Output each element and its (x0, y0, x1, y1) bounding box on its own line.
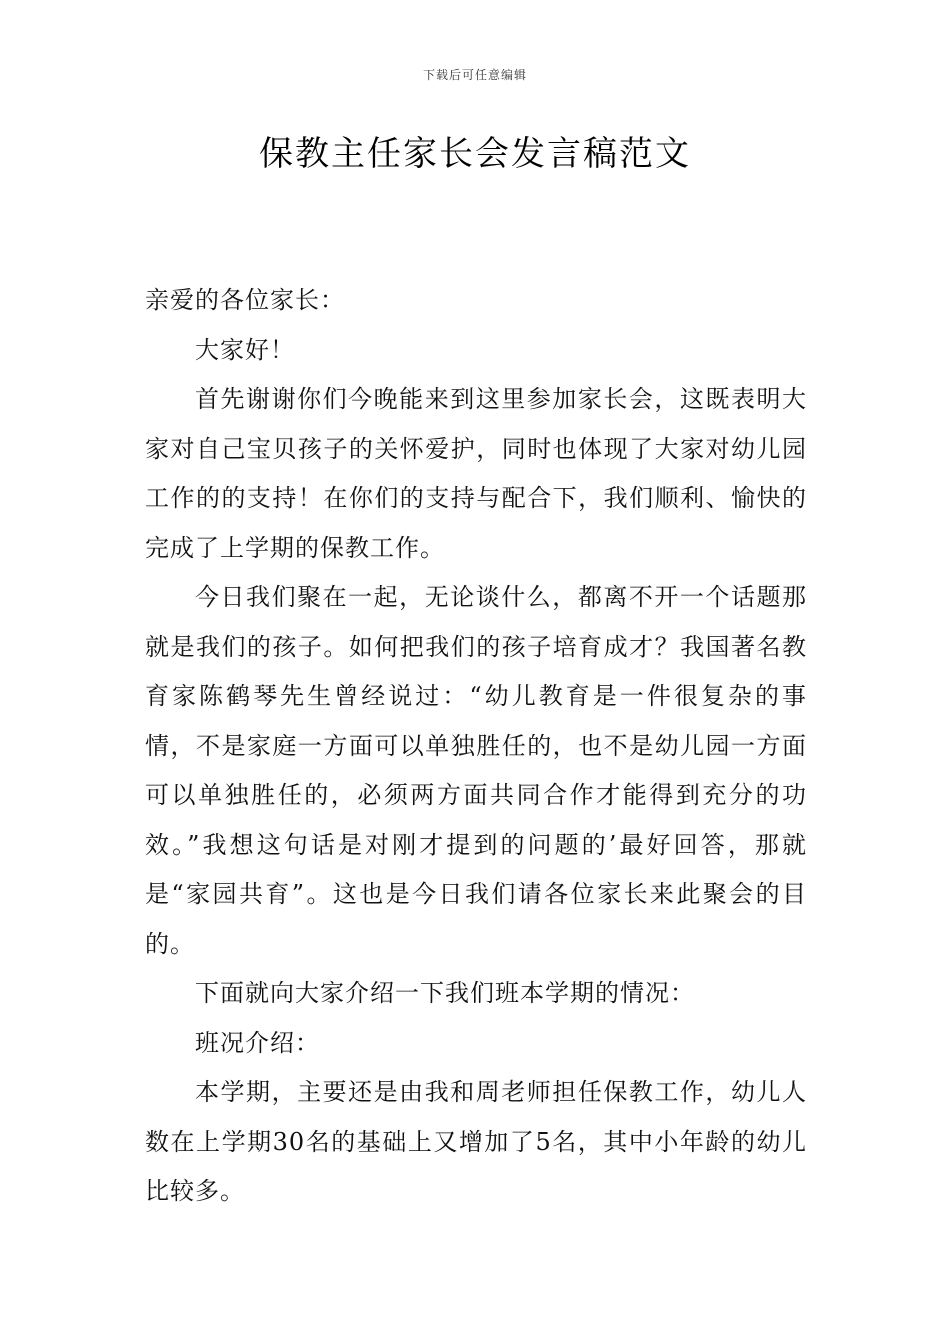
greeting: 大家好！ (195, 335, 295, 364)
salutation: 亲爱的各位家长： (145, 286, 345, 314)
header-note: 下载后可任意编辑 (422, 68, 527, 82)
section-heading-class: 班况介绍： (195, 1028, 320, 1057)
paragraph-class-info: 本学期，主要还是由我和周老师担任保教工作，幼儿人数在上学期30名的基础上又增加了5名，其中小年龄的幼儿比较多。 (145, 1078, 807, 1205)
document-body (145, 276, 807, 1217)
paragraph-intro: 下面就向大家介绍一下我们班本学期的情况： (195, 979, 695, 1007)
document-title: 保教主任家长会发言稿范文 (259, 134, 691, 174)
paragraph-cooperation: 今日我们聚在一起，无论谈什么，都离不开一个话题那就是我们的孩子。如何把我们的孩子培育成才？我国著名教育家陈鹤琴先生曾经说过：“幼儿教育是一件很复杂的事情，不是家庭一方面可以单独胜任的，也不是幼儿园一方面可以单独胜任的，必须两方面共同合作才能得到充分的功效。”我想这句话是对刚才提到的问题的’最好回答，那就是“家园共育”。这也是今日我们请各位家长来此聚会的目的。 (145, 583, 807, 958)
paragraph-thanks: 首先谢谢你们今晚能来到这里参加家长会，这既表明大家对自己宝贝孩子的关怀爱护，同时也体现了大家对幼儿园工作的的支持！在你们的支持与配合下，我们顺利、愉快的完成了上学期的保教工作。 (145, 385, 807, 562)
